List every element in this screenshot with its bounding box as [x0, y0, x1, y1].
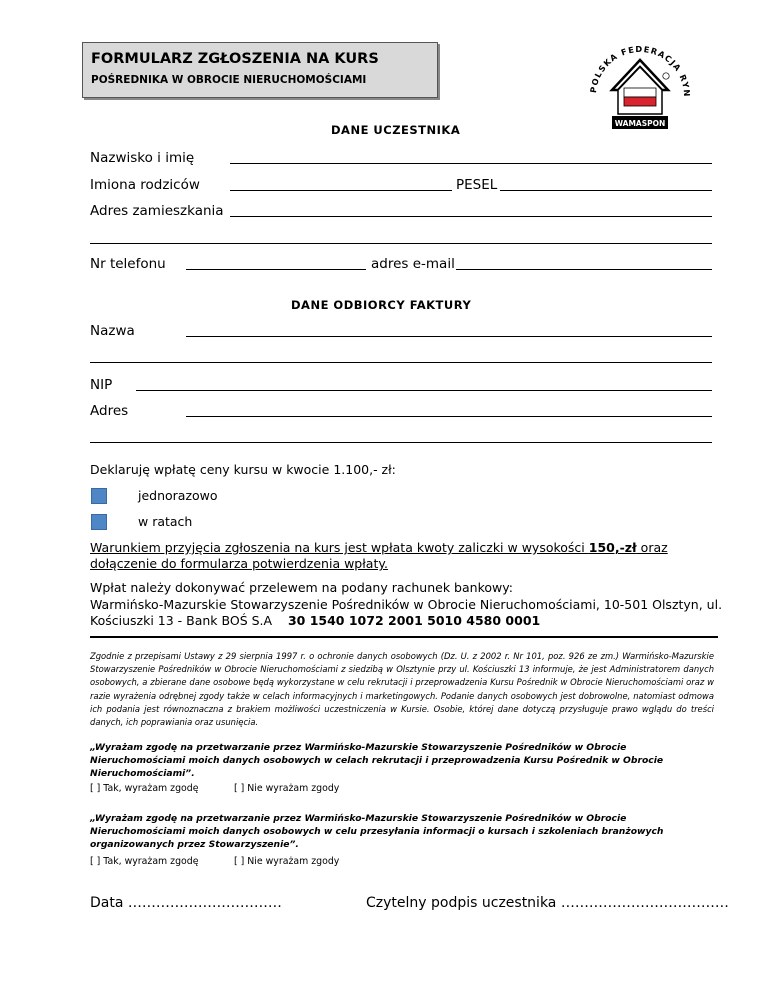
parents-field[interactable]	[230, 190, 452, 191]
logo-ring-text: POLSKA FEDERACJA RYN	[588, 43, 693, 98]
invoice-address-field[interactable]	[186, 416, 712, 417]
consent-2-no[interactable]: [ ] Nie wyrażam zgody	[234, 856, 340, 867]
invoice-address-label: Adres	[90, 403, 129, 419]
payment-installments-checkbox[interactable]	[91, 514, 107, 530]
invoice-heading: DANE ODBIORCY FAKTURY	[291, 298, 472, 312]
payment-condition	[90, 540, 714, 572]
nip-field[interactable]	[136, 390, 712, 391]
phone-field[interactable]	[186, 269, 366, 270]
gdpr-notice: Zgodnie z przepisami Ustawy z 29 sierpnia 1997 r. o ochronie danych osobowych (Dz. U. z 2002 r. Nr 101, poz. 926 ze zm.) Warmińsko-Mazurskie Stowarzyszenie Pośredników w Obrocie Nieruchomościami z siedzibą w Olsztynie przy ul. Kościuszki 13 informuje, że jest Administratorem danych osobowych, a zbierane dane osobowe będą wykorzystane w celu rekrutacji i przeprowadzenia Kursu Pośrednik w Obrocie Nieruchomościami oraz w razie wyrażenia odrębnej zgody także w celach informacyjnych i marketingowych. Podanie danych osobowych jest dobrowolne, natomiast odmowa ich podania jest równoznaczna z brakiem możliwości uczestniczenia w Kursie. Osobie, której dane dotyczą przysługuje prawo wglądu do treści danych, ich poprawiania oraz usunięcia.	[90, 651, 714, 728]
address-field-line-2[interactable]	[90, 243, 712, 244]
condition-amount: 150,-zł	[588, 540, 637, 555]
payment-declaration: Deklaruję wpłatę ceny kursu w kwocie 1.100,- zł:	[90, 462, 396, 477]
form-title-box	[82, 42, 438, 98]
payment-installments-label: w ratach	[138, 514, 193, 529]
form-title: FORMULARZ ZGŁOSZENIA NA KURS	[91, 51, 379, 67]
bank-recipient: Warmińsko-Mazurskie Stowarzyszenie Pośredników w Obrocie Nieruchomościami, 10-501 Olsztyn, ul.	[90, 597, 723, 612]
payment-once-checkbox[interactable]	[91, 488, 107, 504]
participant-heading: DANE UCZESTNIKA	[331, 123, 461, 137]
invoice-name-field[interactable]	[186, 336, 712, 337]
parents-label: Imiona rodziców	[90, 177, 200, 193]
bank-intro: Wpłat należy dokonywać przelewem na podany rachunek bankowy:	[90, 580, 513, 595]
invoice-address-field-line-2[interactable]	[90, 442, 712, 443]
signature-field[interactable]: Czytelny podpis uczestnika ………………………………	[366, 895, 729, 911]
bank-account-number: 30 1540 1072 2001 5010 4580 0001	[287, 613, 541, 628]
federation-logo	[578, 24, 702, 148]
pesel-label: PESEL	[456, 177, 498, 193]
email-field[interactable]	[456, 269, 712, 270]
bank-details	[90, 613, 540, 628]
nip-label: NIP	[90, 377, 113, 393]
payment-once-label: jednorazowo	[138, 488, 218, 503]
invoice-name-field-line-2[interactable]	[90, 362, 712, 363]
condition-text-pre: Warunkiem przyjęcia zgłoszenia na kurs jest wpłata kwoty zaliczki w wysokości	[90, 540, 589, 555]
consent-1-yes[interactable]: [ ] Tak, wyrażam zgodę	[90, 783, 199, 794]
consent-2-text: „Wyrażam zgodę na przetwarzanie przez Warmińsko-Mazurskie Stowarzyszenie Pośredników w Obrocie Nieruchomościami moich danych osobowych w celu przesyłania informacji o kursach i szkoleniach branżowych organizowanych przez Stowarzyszenie”.	[90, 813, 664, 850]
invoice-name-label: Nazwa	[90, 323, 135, 339]
name-field[interactable]	[230, 163, 712, 164]
condition-text-post: oraz dołączenie do formularza potwierdzenia wpłaty.	[90, 540, 668, 571]
logo-badge-text: WAMASPON	[614, 119, 666, 128]
section-divider	[90, 636, 718, 638]
bank-address: Kościuszki 13 - Bank BOŚ S.A	[90, 613, 273, 628]
address-field[interactable]	[230, 216, 712, 217]
form-subtitle: POŚREDNIKA W OBROCIE NIERUCHOMOŚCIAMI	[91, 74, 367, 86]
date-field[interactable]: Data ……………………………	[90, 895, 282, 911]
name-label: Nazwisko i imię	[90, 150, 195, 166]
consent-1-text: „Wyrażam zgodę na przetwarzanie przez Warmińsko-Mazurskie Stowarzyszenie Pośredników w Obrocie Nieruchomościami moich danych osobowych w celach rekrutacji i przeprowadzenia Kursu Pośrednik w Obrocie Nieruchomościami”.	[90, 742, 664, 779]
consent-1-no[interactable]: [ ] Nie wyrażam zgody	[234, 783, 340, 794]
phone-label: Nr telefonu	[90, 256, 166, 272]
consent-2-yes[interactable]: [ ] Tak, wyrażam zgodę	[90, 856, 199, 867]
address-label: Adres zamieszkania	[90, 203, 224, 219]
pesel-field[interactable]	[500, 190, 712, 191]
email-label: adres e-mail	[371, 256, 455, 272]
